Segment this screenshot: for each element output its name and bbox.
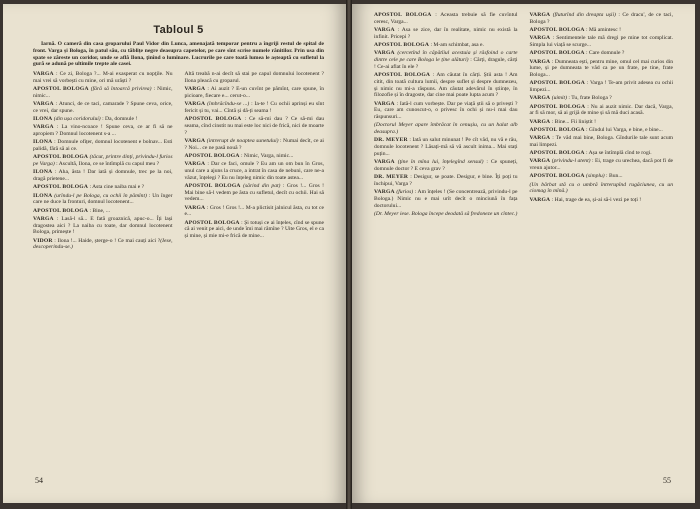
- speaker-name: VARGA: [33, 124, 54, 131]
- left-page: [3, 4, 346, 503]
- speaker-name: VARGA: [184, 137, 206, 144]
- dialogue-line: [374, 137, 518, 157]
- speaker-name: VARGA: [529, 135, 551, 141]
- stage-direction: (din ușa coridorului): [53, 116, 101, 122]
- dialogue-line: [33, 208, 173, 215]
- line-text: : Atunci, de ce taci, camarade ? Spune ceva, orice, ce vrei, dar spune.: [33, 101, 173, 114]
- right-page-column-1: [374, 12, 518, 219]
- stage-direction: (Iese, descoperindu-se.): [33, 237, 173, 251]
- dialogue-line: [530, 80, 674, 94]
- line-text: : Aha, ăsta ! Dar iată și domnule, trec pe la noi, dragă prietene...: [33, 169, 173, 182]
- stage-direction: (fluturînd din dreapta ușii): [552, 12, 616, 18]
- speaker-name: APOSTOL BOLOGA: [184, 116, 242, 122]
- speaker-name: APOSTOL BOLOGA: [33, 154, 89, 161]
- dialogue-line: [185, 101, 325, 115]
- dialogue-line: [374, 72, 518, 99]
- dialogue-line: [33, 169, 173, 183]
- line-text: : Cărți, dragule, cărți ! Ce-ai aflat în ele ?: [374, 57, 518, 70]
- stage-direction: (Dr. Meyer iese. Bologa începe deodată să fredoneze un cîntec.): [374, 210, 518, 217]
- line-text: : Am căutat în cărți. Știi asta ! Am citit, din toată cultura lumii, despre suflet și despre dumnezeu, și nimic nu mi-a răspuns. Am căutat adevărul în științe, în filozofie și în dragoste, dar cine mai poate lupta acum ?: [374, 72, 518, 99]
- speaker-name: ILONA: [33, 192, 53, 199]
- line-text: : La vino-ncoace ! Spune ceva, ce ar fi să ne apropiem ? Domnul locotenent s-a ...: [33, 124, 173, 137]
- dialogue-line: [530, 127, 674, 134]
- dialogue-line: [33, 116, 173, 123]
- line-text: : Ascultă, Ilona, ce se întîmplă cu capul meu ?: [56, 161, 160, 167]
- line-text: : Un înger care ne duce la fronturi, domnul locotenent...: [33, 192, 173, 206]
- dialogue-line: [185, 183, 325, 203]
- line-text: : Ce zi, Bologa ?... M-ai exasperat cu nopţile. Nu mai vrei să vorbești cu mine, ori mă urăști ?: [33, 71, 173, 84]
- left-page-column-2: [185, 71, 325, 253]
- dialogue-line: [374, 211, 518, 218]
- speaker-name: APOSTOL BOLOGA: [33, 184, 89, 191]
- line-text: : Nimic, nimic...: [33, 86, 173, 99]
- stage-direction: (îmbrăcîndu-se ...): [207, 101, 250, 107]
- dialogue-line: [530, 197, 674, 204]
- dialogue-line: [374, 27, 518, 41]
- right-page-column-2: [530, 12, 674, 219]
- speaker-name: VARGA: [529, 196, 551, 203]
- line-text: : Asta cine naiba mai e ?: [89, 184, 145, 191]
- line-text: : Care domnule ?: [585, 50, 625, 57]
- dialogue-line: [185, 161, 325, 181]
- speaker-name: VARGA: [529, 35, 551, 42]
- dialogue-line: [374, 122, 518, 136]
- line-text: : Gîndul lui Varga, e bine, e bine...: [585, 126, 663, 133]
- stage-direction: (Un bărbat stă cu o umbră întrerupînd rugăciunea, cu un ciomag în mînă.): [529, 181, 673, 195]
- line-text: : Tu, frate Bologa ?: [568, 95, 612, 102]
- line-text: : Sentimentele tale mă dregi pe mine tot complicat. Simpla lui viață se scurge...: [529, 35, 674, 48]
- line-text: : Varga ! Te-am privit adesea cu ochii limpezi...: [529, 80, 673, 93]
- dialogue-line: [374, 101, 518, 121]
- stage-direction: (cercetînd în căpătîiul acestuia și răsfoind o carte dintre cele pe care Bologa le ține alături): [374, 50, 518, 63]
- dialogue-line: [530, 150, 674, 157]
- dialogue-line: [185, 86, 325, 100]
- line-text: : Bun...: [606, 173, 623, 180]
- stage-direction: (uimit): [551, 95, 567, 102]
- dialogue-line: [530, 119, 674, 126]
- speaker-name: VARGA: [33, 71, 54, 77]
- stage-direction: (Doctorul Meyer apare îmbrăcat în cenușiu, cu un halat alb deasupra.): [374, 122, 518, 135]
- line-text: : Ei, trage cu urechea, dacă pot fi de vreun ajutor...: [529, 158, 673, 171]
- stage-direction: (urîndu-l pe Bologa, cu ochii în pămînt): [54, 192, 147, 199]
- dialogue-line: [374, 12, 518, 26]
- line-text: : Ia-te ! Cu ochii aprinși eu sînt fericit și tu, vai... Cîntă și dă-ți seama !: [184, 101, 325, 114]
- dialogue-line: [374, 159, 518, 173]
- dialogue-line: [185, 116, 325, 136]
- dialogue-line: [374, 189, 518, 209]
- dialogue-line: [33, 154, 173, 168]
- dialogue-line: [33, 101, 173, 115]
- line-text: : Și totuși ce ai înțeles, cînd se spune că ai venit pe aici, de unde îmi mai rămîne ? Uite Gros, el e ca și mine, și mie mi-e frică de mine...: [184, 219, 325, 239]
- speaker-name: APOSTOL BOLOGA: [374, 12, 432, 18]
- dialogue-line: [374, 42, 518, 49]
- line-text: : Dar ce faci, omule ? Eu am un om bun în Gros, unul care a ajuns la cruce, a intrat în casa de nebuni, care ne-a văzut, înțelegi ? Eu nu înțeleg nimic din toate astea...: [184, 161, 324, 181]
- line-text: : Hai, trage de ea, și-ai să-i vezi pe toți !: [551, 196, 642, 203]
- speaker-name: APOSTOL BOLOGA: [184, 182, 241, 189]
- dialogue-line: [185, 138, 325, 152]
- dialogue-line: [185, 205, 325, 219]
- stage-direction: (tăcut, printre dinți, privindu-l furios pe Varga): [33, 154, 173, 167]
- line-text: : Te văd mai bine, Bologa. Gîndurile tale sunt acum mai limpezi.: [529, 135, 673, 148]
- line-text: : Nu ai auzit nimic. Dar dacă, Varga, ar fi să mor, să ai grijă de mine și să mă duci acasă.: [529, 103, 673, 117]
- page-number-left: 54: [35, 476, 43, 485]
- line-text: : Gros !... Gros ! Mai bine să-l vedem pe ăsta cu sufletul, decît cu ochii. Hai să vedem...: [184, 182, 325, 203]
- line-text: : Ilona !... Haide, șterge-o ! Ce mai cauți aici ?: [54, 237, 161, 244]
- speaker-name: APOSTOL BOLOGA: [374, 72, 431, 78]
- line-text: : Numai decît, ce ai ? Noi... ce ne pasă nouă ?: [184, 137, 324, 151]
- dialogue-line: [185, 71, 325, 85]
- speaker-name: VARGA: [184, 86, 206, 92]
- speaker-name: APOSTOL BOLOGA: [529, 126, 585, 133]
- line-text: Altă treabă n-ai decît să stai pe capul domnului locotenent ? Ilona pleacă cu groparul.: [184, 71, 324, 84]
- dialogue-line: [33, 216, 173, 236]
- dialogue-line: [530, 135, 674, 149]
- dialogue-line: [530, 12, 674, 26]
- speaker-name: VARGA: [184, 161, 206, 167]
- dialogue-line: [33, 184, 173, 191]
- speaker-name: APOSTOL BOLOGA: [529, 27, 585, 33]
- speaker-name: APOSTOL BOLOGA: [529, 50, 585, 57]
- line-text: : Ce spuneți, domnule doctor ? E ceva grav ?: [374, 159, 518, 172]
- speaker-name: DR. MEYER: [374, 137, 408, 144]
- left-page-column-1: [33, 71, 173, 253]
- stage-direction: (furios): [396, 189, 414, 195]
- dialogue-line: [530, 50, 674, 57]
- dialogue-line: [530, 35, 674, 49]
- speaker-name: VARGA: [529, 118, 551, 125]
- line-text: : Ce să-mi dau ? Ce să-mi dau seama, cînd cinstit nu mai este loc nici de frică, nici de moarte ?: [184, 116, 324, 136]
- speaker-name: DR. MEYER: [374, 174, 409, 180]
- scene-title: Tabloul 5: [153, 24, 204, 36]
- speaker-name: VARGA: [529, 158, 551, 165]
- speaker-name: APOSTOL BOLOGA: [529, 103, 586, 110]
- speaker-name: VARGA: [33, 215, 54, 222]
- speaker-name: VARGA: [374, 159, 395, 165]
- speaker-name: VARGA: [374, 50, 395, 57]
- speaker-name: ILONA: [33, 116, 53, 122]
- right-page: [352, 4, 695, 503]
- speaker-name: ILONA: [33, 139, 53, 146]
- speaker-name: VARGA: [374, 100, 395, 107]
- speaker-name: VARGA: [374, 189, 395, 195]
- dialogue-line: [530, 95, 674, 102]
- dialogue-line: [530, 27, 674, 34]
- dialogue-line: [530, 173, 674, 180]
- speaker-name: VARGA: [184, 101, 206, 107]
- dialogue-line: [33, 71, 173, 85]
- line-text: : Aceasta trebuie să fie cuvîntul ceresc, Varga...: [374, 12, 518, 25]
- speaker-name: APOSTOL BOLOGA: [33, 86, 89, 92]
- line-text: : Iată un salut minunat ! Pe cît văd, nu vă e rău, domnule locotenent ? Lăsați-mă să vă ascult inima... Mai stați puțin...: [374, 137, 518, 157]
- speaker-name: APOSTOL BOLOGA: [529, 173, 585, 180]
- speaker-name: APOSTOL BOLOGA: [529, 150, 585, 156]
- page-number-right: 55: [663, 476, 671, 485]
- speaker-name: VARGA: [529, 95, 551, 102]
- speaker-name: VARGA: [529, 12, 551, 18]
- stage-direction: (intrerupt de noaptea sunetului): [206, 137, 279, 144]
- speaker-name: VARGA: [374, 27, 395, 33]
- speaker-name: APOSTOL BOLOGA: [529, 80, 585, 87]
- stage-direction: (ţine în mîna lui, înțelegînd sensul): [397, 159, 484, 165]
- right-page-content: [352, 12, 695, 477]
- line-text: : Asa se zice, dar în realitate, nimic nu există la infinit. Pricepi ?: [374, 27, 518, 40]
- line-text: : M-am schimbat, asa e.: [430, 42, 484, 48]
- line-text: : Ai auzit ? E-un cuvînt pe pămînt, care spune, în picioare, fiecare e... cerut-o...: [184, 86, 324, 99]
- dialogue-line: [185, 153, 325, 160]
- line-text: : Dumneata ești, pentru mine, omul cel mai curios din lume, și pe dumneata te văd ca pe un frate, pe tine, frate Bologa...: [529, 58, 673, 78]
- stage-direction: (fără să întoarcă privirea): [90, 86, 152, 92]
- dialogue-line: [33, 86, 173, 100]
- dialogue-line: [374, 174, 518, 188]
- line-text: : Iată-l cum vorbește. Dar pe viață știi să o privești ? Eu, care am cunoscut-o, o privesc în ochi și nu-i mai dau răspunsuri...: [374, 100, 518, 120]
- dialogue-line: [530, 104, 674, 118]
- speaker-name: VARGA: [33, 101, 54, 107]
- dialogue-line: [374, 50, 518, 70]
- speaker-name: APOSTOL BOLOGA: [374, 42, 430, 48]
- stage-direction: (simplu): [585, 173, 605, 180]
- dialogue-line: [33, 124, 173, 138]
- line-text: : Domnule ofițer, domnul locotenent e bolnav... Esti palidă, fără să ai ce.: [33, 139, 173, 152]
- line-text: : Gros ! Gros !... M-a plictisit jalnicul ăsta, cu tot ce e...: [184, 204, 324, 218]
- dialogue-line: [185, 220, 325, 240]
- line-text: : Bine, ...: [89, 207, 110, 214]
- left-page-content: [3, 24, 346, 477]
- line-text: : Da, domnule !: [102, 116, 138, 122]
- line-text: : Desigur, se poate. Desigur, e bine. Îți poți tu închipui, Varga ?: [374, 174, 518, 187]
- speaker-name: APOSTOL BOLOGA: [184, 152, 240, 159]
- speaker-name: VARGA: [184, 204, 206, 211]
- line-text: : Am înțeles ! (Se concentrează, privindu-l pe Bologa.) Nimic nu e mai urît decît o minciună în fața doctorului...: [374, 189, 518, 209]
- line-text: : Mă amintesc !: [585, 27, 621, 33]
- dialogue-line: [530, 158, 674, 172]
- dialogue-line: [33, 193, 173, 207]
- speaker-name: APOSTOL BOLOGA: [33, 207, 89, 214]
- stage-direction: (privindu-l atent): [551, 158, 591, 165]
- speaker-name: APOSTOL BOLOGA: [184, 219, 240, 226]
- dialogue-line: [33, 238, 173, 252]
- dialogue-line: [530, 59, 674, 79]
- line-text: : Lasă-l să... E fată groaznică, apuc-o... Îți lași dragostea aici ? La naiba cu toate, dar domnul locotenent Bologa, primește !: [33, 215, 173, 236]
- line-text: : Ce dracu', de ce taci, Bologa ?: [529, 12, 673, 25]
- line-text: : Așa se întîmplă cînd te rogi.: [585, 150, 652, 156]
- speaker-name: ILONA: [33, 169, 53, 176]
- scene-intro: Iarnă. O cameră din casa groparului Paul Vidor din Lunca, amenajată temporar pentru a îngriji restul de spital de front. Varga și Bologa, în patul său, cu tăblițe negre deasupra capetelor, pe care sînt scrise numele rănitilor. Prin usa din spate se zăreste un coridor, unde se află Ilona, ţinînd o lumînare. Lucrurile pe care toată lumea le așteaptă cu sufletul la gură se adună pe ultimile trepte ale casei.: [33, 41, 324, 68]
- speaker-name: VARGA: [529, 58, 551, 65]
- dialogue-line: [530, 182, 674, 196]
- dialogue-line: [33, 139, 173, 153]
- stage-direction: (sărind din pat): [243, 182, 281, 189]
- speaker-name: VIDOR: [33, 237, 53, 244]
- line-text: : Nimic, Varga, nimic...: [240, 152, 294, 159]
- line-text: : Bine... Fii liniștit !: [551, 118, 596, 125]
